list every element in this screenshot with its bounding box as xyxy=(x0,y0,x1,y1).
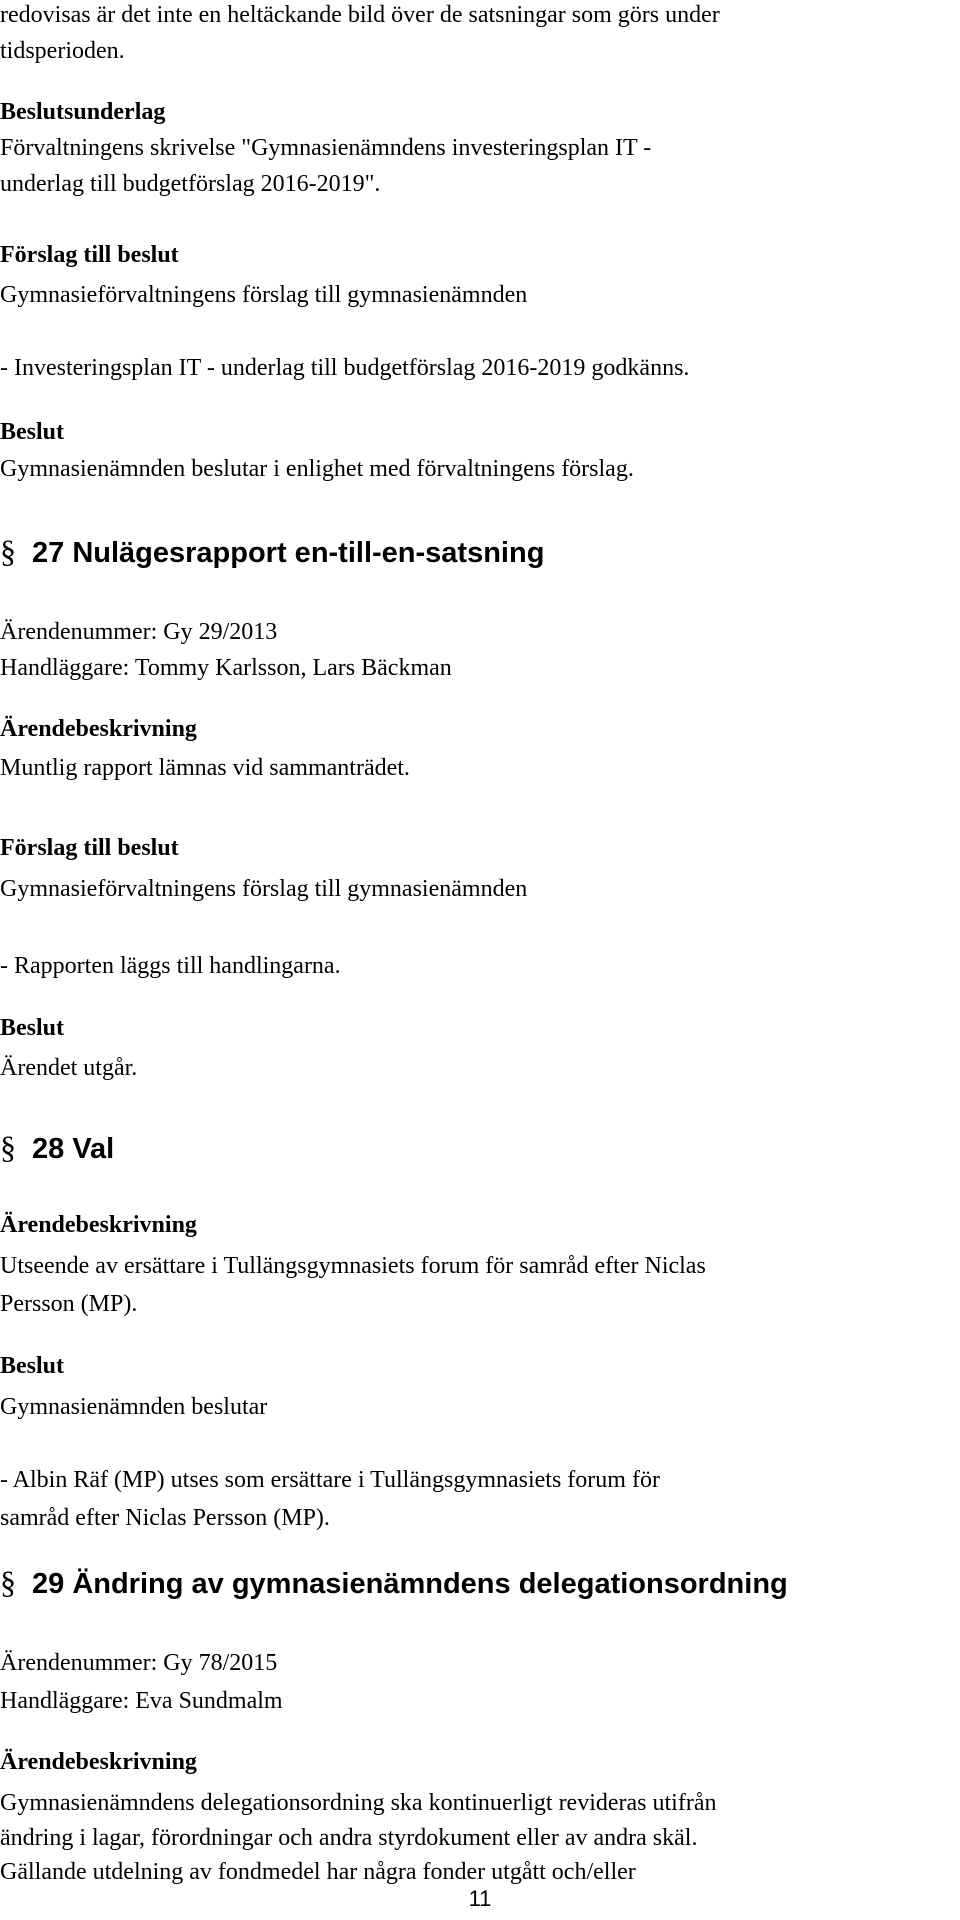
forslag-heading: Förslag till beslut xyxy=(0,242,179,268)
forslag-item: - Rapporten läggs till handlingarna. xyxy=(0,953,341,979)
forslag-heading: Förslag till beslut xyxy=(0,835,179,861)
intro-line-2: tidsperioden. xyxy=(0,38,125,64)
arendebeskrivning-heading: Ärendebeskrivning xyxy=(0,716,197,742)
arendebeskrivning-text-3: Gällande utdelning av fondmedel har några fonder utgått och/eller xyxy=(0,1859,636,1885)
beslut-text: Gymnasienämnden beslutar i enlighet med förvaltningens förslag. xyxy=(0,456,634,482)
arendebeskrivning-text-2: Persson (MP). xyxy=(0,1291,138,1317)
forslag-item: - Investeringsplan IT - underlag till budgetförslag 2016-2019 godkänns. xyxy=(0,355,690,381)
section-symbol: § xyxy=(0,1564,16,1600)
section-28-title xyxy=(0,1129,114,1167)
arendebeskrivning-text-2: ändring i lagar, förordningar och andra styrdokument eller av andra skäl. xyxy=(0,1825,698,1851)
beslutsunderlag-text-2: underlag till budgetförslag 2016-2019". xyxy=(0,171,381,197)
handlaggare: Handläggare: Tommy Karlsson, Lars Bäckman xyxy=(0,655,452,681)
arendebeskrivning-heading: Ärendebeskrivning xyxy=(0,1749,197,1775)
beslutsunderlag-text-1: Förvaltningens skrivelse "Gymnasienämndens investeringsplan IT - xyxy=(0,135,652,161)
arendebeskrivning-text: Muntlig rapport lämnas vid sammanträdet. xyxy=(0,755,410,781)
arendebeskrivning-heading: Ärendebeskrivning xyxy=(0,1212,197,1238)
beslut-heading: Beslut xyxy=(0,419,65,445)
beslut-heading: Beslut xyxy=(0,1353,65,1379)
intro-line-1: redovisas är det inte en heltäckande bild över de satsningar som görs under xyxy=(0,2,720,28)
section-27-title-text: 27 Nulägesrapport en-till-en-satsning xyxy=(32,537,545,569)
section-symbol: § xyxy=(0,1129,16,1165)
beslut-item-2: samråd efter Niclas Persson (MP). xyxy=(0,1505,330,1531)
handlaggare: Handläggare: Eva Sundmalm xyxy=(0,1688,283,1714)
beslutsunderlag-heading: Beslutsunderlag xyxy=(0,99,166,125)
section-29-title-text: 29 Ändring av gymnasienämndens delegationsordning xyxy=(32,1568,788,1600)
arendenummer: Ärendenummer: Gy 78/2015 xyxy=(0,1650,278,1676)
page-number: 11 xyxy=(468,1886,492,1911)
arendebeskrivning-text-1: Gymnasienämndens delegationsordning ska kontinuerligt revideras utifrån xyxy=(0,1790,717,1816)
beslut-item-1: - Albin Räf (MP) utses som ersättare i Tullängsgymnasiets forum för xyxy=(0,1467,660,1493)
section-27-title xyxy=(0,533,544,571)
forslag-text: Gymnasieförvaltningens förslag till gymnasienämnden xyxy=(0,282,528,308)
beslut-text: Gymnasienämnden beslutar xyxy=(0,1394,268,1420)
section-29-title xyxy=(0,1564,788,1602)
beslut-heading: Beslut xyxy=(0,1015,65,1041)
section-28-title-text: 28 Val xyxy=(32,1133,115,1165)
arendebeskrivning-text-1: Utseende av ersättare i Tullängsgymnasiets forum för samråd efter Niclas xyxy=(0,1253,706,1279)
forslag-text: Gymnasieförvaltningens förslag till gymnasienämnden xyxy=(0,876,528,902)
section-symbol: § xyxy=(0,533,16,569)
arendenummer: Ärendenummer: Gy 29/2013 xyxy=(0,619,278,645)
beslut-text: Ärendet utgår. xyxy=(0,1055,138,1081)
